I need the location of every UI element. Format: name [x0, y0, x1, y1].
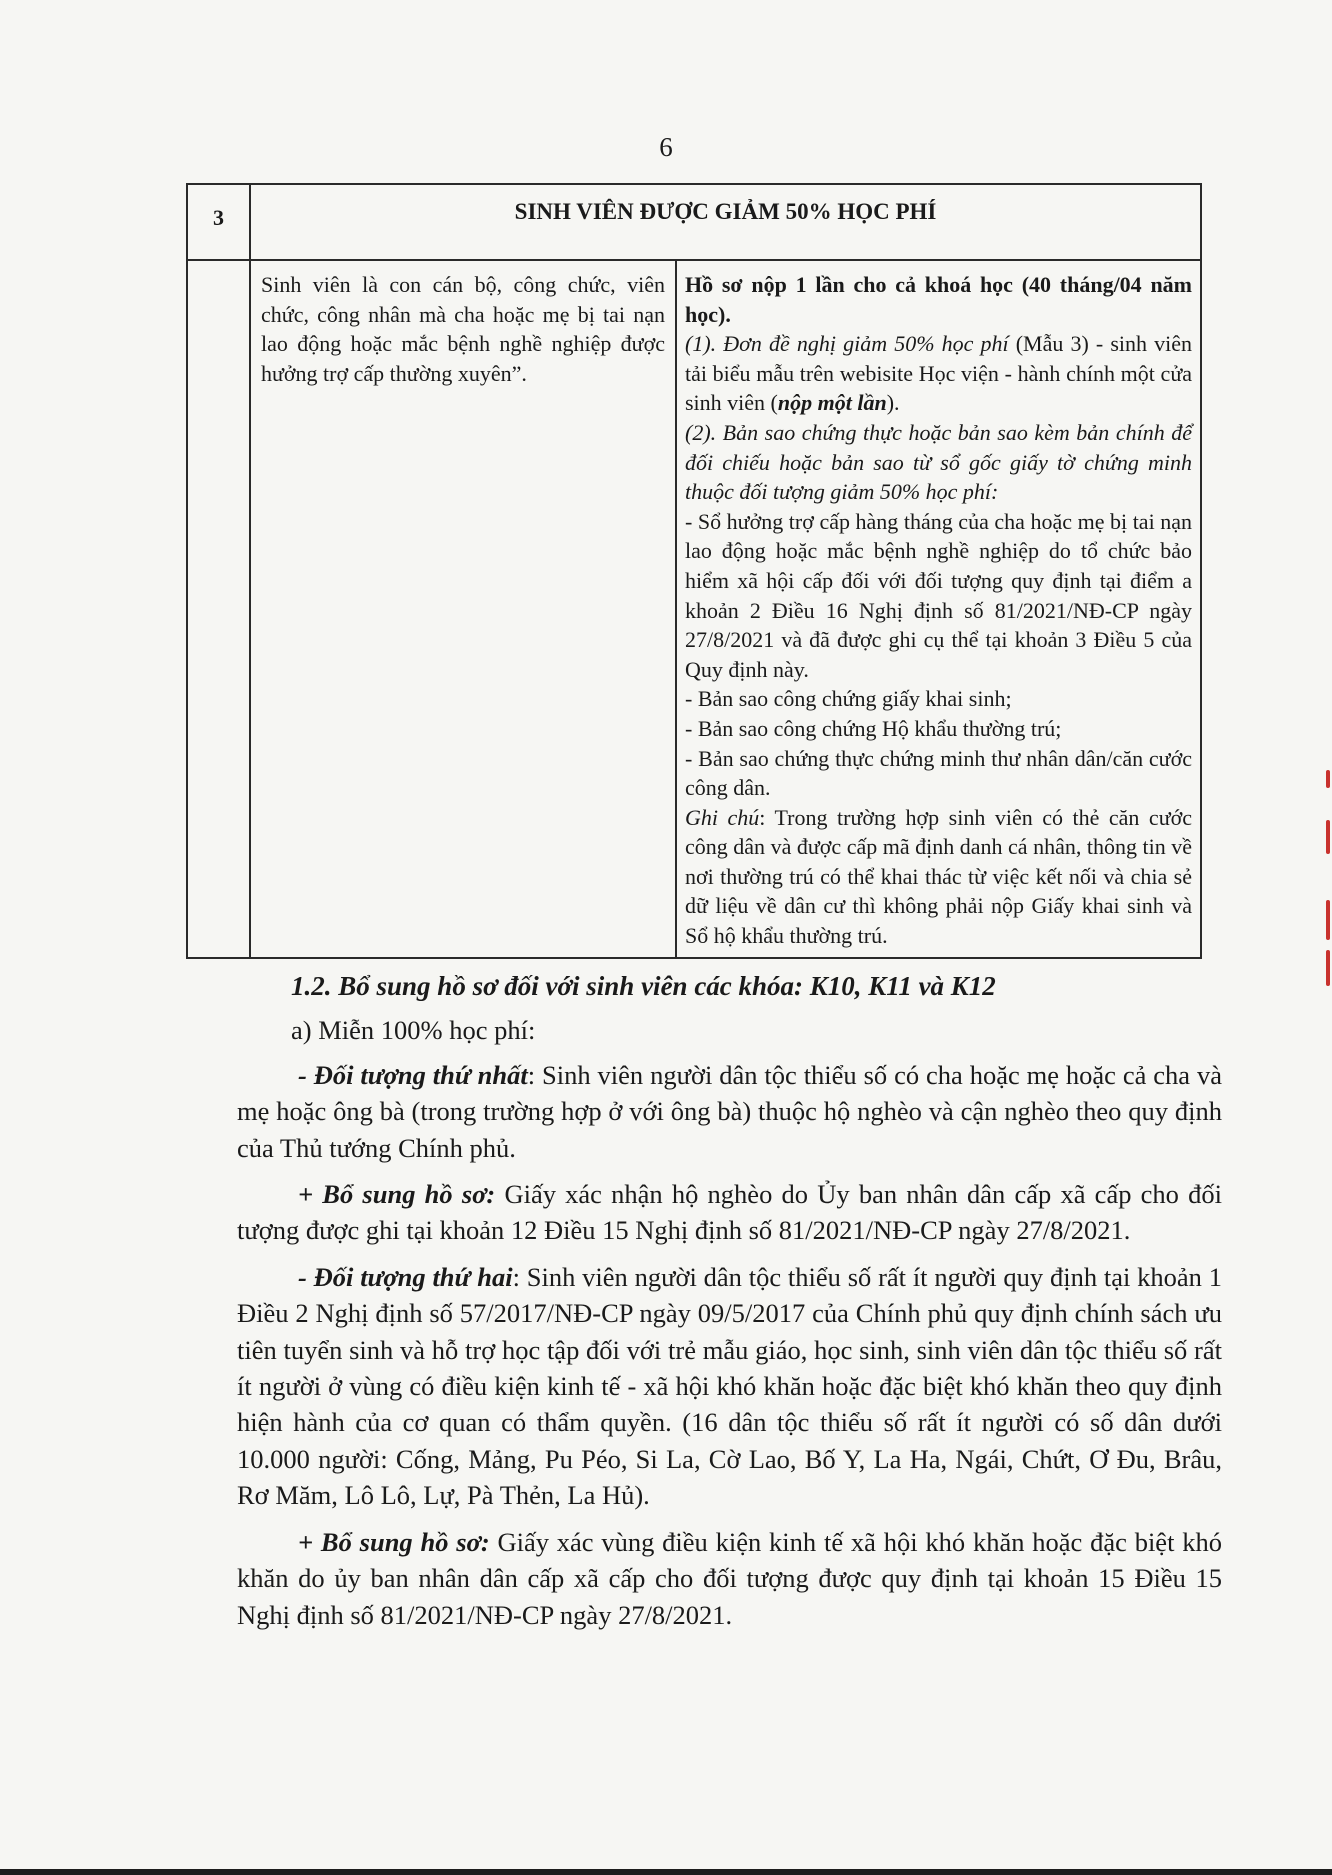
paragraph-2-label: + Bổ sung hồ sơ: — [298, 1179, 496, 1210]
eligibility-text: Sinh viên là con cán bộ, công chức, viên chức, công nhân mà cha hoặc mẹ bị tai nạn lao động hoặc mắc bệnh nghề nghiệp được hưởng trợ cấp thường xuyên”. — [261, 272, 665, 386]
bullet-3: - Bản sao công chứng Hộ khẩu thường trú; — [685, 715, 1062, 741]
paragraph-3 — [237, 1259, 1222, 1514]
paragraph-2 — [237, 1176, 1222, 1249]
section-title: SINH VIÊN ĐƯỢC GIẢM 50% HỌC PHÍ — [250, 184, 1201, 260]
requirements-table — [186, 183, 1202, 959]
paragraph-1-label: - Đối tượng thứ nhất — [298, 1059, 528, 1090]
row-number: 3 — [187, 184, 250, 260]
sub-heading-a: a) Miễn 100% học phí: — [291, 1015, 536, 1046]
table-row — [187, 260, 1201, 958]
bullet-1: - Sổ hưởng trợ cấp hàng tháng của cha hoặc mẹ bị tai nạn lao động hoặc mắc bệnh nghề nghiệp do tổ chức bảo hiểm xã hội cấp đối với đối tượng quy định tại điểm a khoản 2 Điều 16 Nghị định số 81/2021/NĐ-CP ngày 27/8/2021 và đã được ghi cụ thể tại khoản 3 Điều 5 của Quy định này. — [685, 508, 1193, 682]
item-1-title: (1). Đơn đề nghị giảm 50% học phí — [685, 331, 1009, 357]
scan-bottom-edge — [0, 1869, 1332, 1875]
note — [685, 803, 1192, 951]
documents-cell — [676, 260, 1201, 958]
empty-cell — [187, 260, 250, 958]
paragraph-4 — [237, 1524, 1222, 1633]
item-1-end: ). — [886, 390, 900, 416]
body-section — [237, 968, 1222, 1643]
eligibility-cell — [250, 260, 676, 958]
note-text: : Trong trường hợp sinh viên có thẻ căn cước công dân và được cấp mã định danh cá nhân, thông tin về nơi thường trú có thể khai thác từ việc kết nối và chia sẻ dữ liệu về dân cư thì không phải nộp Giấy khai sinh và Sổ hộ khẩu thường trú. — [685, 804, 1193, 949]
paragraph-3-label: - Đối tượng thứ hai — [298, 1261, 513, 1292]
paragraph-3-text: : Sinh viên người dân tộc thiểu số rất ít người quy định tại khoản 1 Điều 2 Nghị định số 57/2017/NĐ-CP ngày 09/5/2017 của Chính phủ quy định chính sách ưu tiên tuyển sinh và hỗ trợ học tập đối với trẻ mẫu giáo, học sinh, sinh viên dân tộc thiểu số rất ít người ở vùng có điều kiện kinh tế - xã hội khó khăn hoặc đặc biệt khó khăn theo quy định hiện hành của cơ quan có thẩm quyền. (16 dân tộc thiểu số rất ít người có số dân dưới 10.000 người: Cống, Mảng, Pu Péo, Si La, Cờ Lao, Bố Y, La Ha, Ngái, Chứt, Ơ Đu, Brâu, Rơ Măm, Lô Lô, Lự, Pà Thẻn, La Hủ). — [237, 1261, 1222, 1511]
submission-note: Hồ sơ nộp 1 lần cho cả khoá học (40 tháng/04 năm học). — [685, 272, 1193, 327]
paragraph-1-text: : Sinh viên người dân tộc thiểu số có cha hoặc mẹ hoặc cả cha và mẹ hoặc ông bà (trong trường hợp ở với ông bà) thuộc hộ nghèo và cận nghèo theo quy định của Thủ tướng Chính phủ. — [237, 1059, 1222, 1163]
section-heading: 1.2. Bổ sung hồ sơ đối với sinh viên các khóa: K10, K11 và K12 — [291, 971, 996, 1001]
item-2: (2). Bản sao chứng thực hoặc bản sao kèm bản chính để đối chiếu hoặc bản sao từ sổ gốc giấy tờ chứng minh thuộc đối tượng giảm 50% học phí: — [685, 419, 1193, 505]
margin-stamp-mark — [1326, 820, 1330, 854]
paragraph-2-text: Giấy xác nhận hộ nghèo do Ủy ban nhân dân cấp xã cấp cho đối tượng được ghi tại khoản 12 Điều 15 Nghị định số 81/2021/NĐ-CP ngày 27/8/2021. — [237, 1179, 1222, 1246]
paragraph-1 — [237, 1057, 1222, 1166]
bullet-2: - Bản sao công chứng giấy khai sinh; — [685, 686, 1012, 712]
note-label: Ghi chú — [685, 804, 760, 830]
table-header-row — [187, 184, 1201, 260]
item-1-emphasis: nộp một lần — [777, 390, 887, 416]
margin-stamp-mark — [1326, 770, 1330, 788]
item-1 — [685, 329, 1192, 418]
paragraph-4-text: Giấy xác vùng điều kiện kinh tế xã hội khó khăn hoặc đặc biệt khó khăn do ủy ban nhân dân cấp xã cấp cho đối tượng được quy định tại khoản 15 Điều 15 Nghị định số 81/2021/NĐ-CP ngày 27/8/2021. — [237, 1526, 1222, 1630]
paragraph-4-label: + Bổ sung hồ sơ: — [298, 1526, 490, 1557]
item-1-text: (Mẫu 3) - sinh viên tải biểu mẫu trên webisite Học viện - hành chính một cửa sinh viên ( — [685, 331, 1193, 416]
bullet-4: - Bản sao chứng thực chứng minh thư nhân dân/căn cước công dân. — [685, 745, 1193, 801]
page-number: 6 — [659, 132, 673, 162]
margin-stamp-mark — [1326, 900, 1330, 940]
margin-stamp-mark — [1326, 950, 1330, 986]
